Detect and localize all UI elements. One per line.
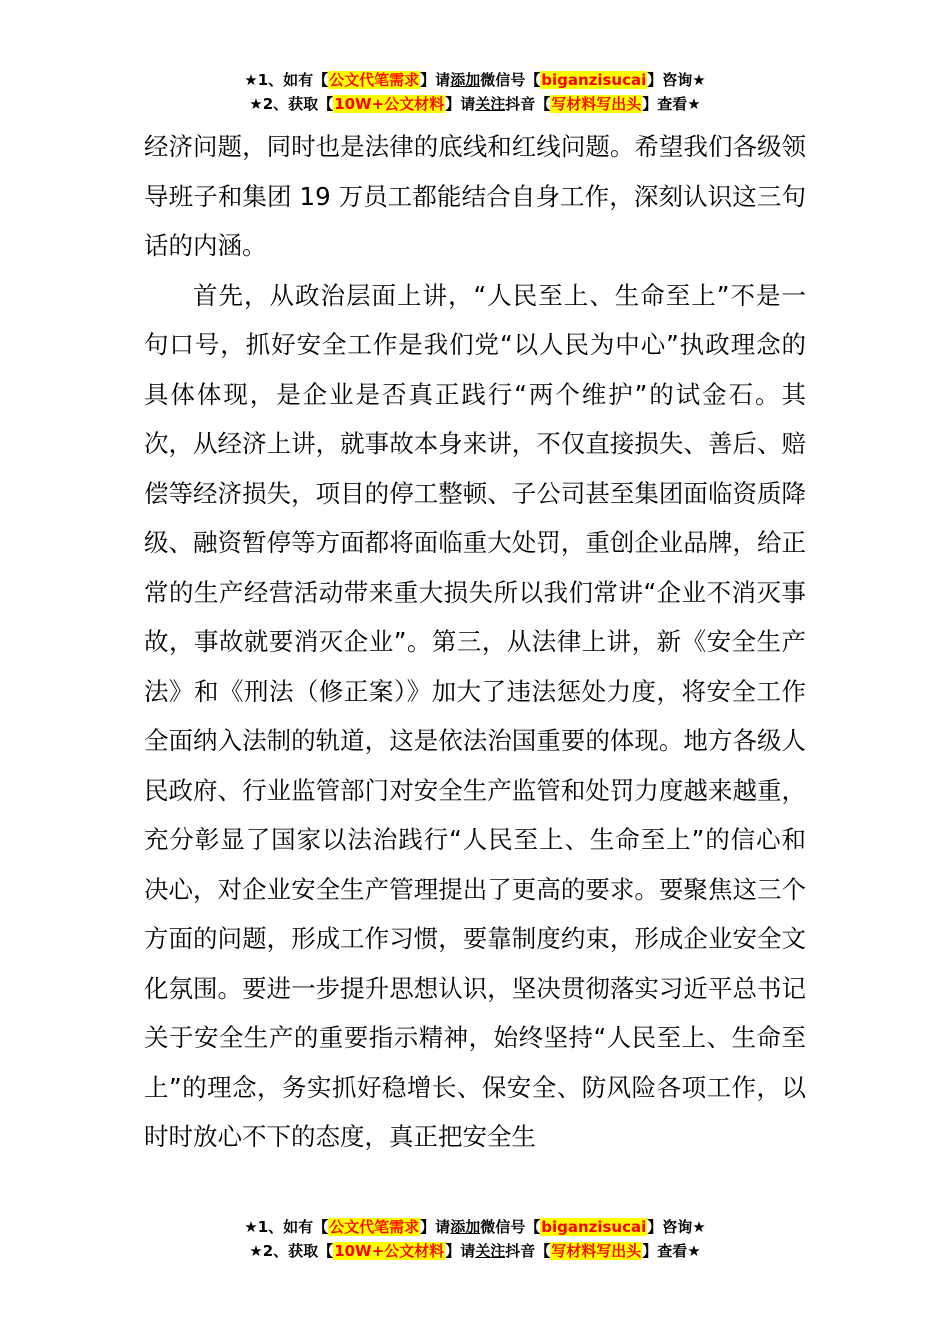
banner-text: 】查看★ [642,95,701,113]
banner-line-1 [0,1215,950,1239]
banner-text: ★2、获取【 [249,95,334,113]
banner-text: 】咨询★ [647,71,706,89]
banner-line-2 [0,1239,950,1263]
highlight-douyin-id: 写材料写出头 [551,95,642,113]
banner-text: 】查看★ [642,1242,701,1260]
highlight-wechat-id: biganzisucai [541,1218,647,1236]
banner-emphasis: 添加 [450,71,481,89]
banner-text: 微信号【 [480,1218,541,1236]
highlight-materials: 10W+公文材料 [334,95,445,113]
highlight-douyin-id: 写材料写出头 [551,1242,642,1260]
highlight-wechat-id: biganzisucai [541,71,647,89]
banner-text: 】请 [420,1218,451,1236]
banner-text: ★1、如有【 [244,71,329,89]
banner-emphasis: 关注 [475,95,506,113]
banner-line-2 [0,92,950,116]
document-body [144,122,806,1162]
highlight-service: 公文代笔需求 [329,1218,420,1236]
banner-text: 】请 [445,95,476,113]
footer-banner [0,1215,950,1263]
highlight-materials: 10W+公文材料 [334,1242,445,1260]
header-banner [0,68,950,116]
banner-text: 抖音【 [505,95,551,113]
banner-text: 】请 [445,1242,476,1260]
banner-text: ★2、获取【 [249,1242,334,1260]
banner-emphasis: 添加 [450,1218,481,1236]
highlight-service: 公文代笔需求 [329,71,420,89]
body-paragraph-2: 首先，从政治层面上讲，“人民至上、生命至上”不是一句口号，抓好安全工作是我们党“以人民为中心”执政理念的具体体现，是企业是否真正践行“两个维护”的试金石。其次，从经济上讲，就事故本身来讲，不仅直接损失、善后、赔偿等经济损失，项目的停工整顿、子公司甚至集团面临资质降级、融资暂停等方面都将面临重大处罚，重创企业品牌，给正常的生产经营活动带来重大损失所以我们常讲“企业不消灭事故，事故就要消灭企业”。第三，从法律上讲，新《安全生产法》和《刑法（修正案）》加大了违法惩处力度，将安全工作全面纳入法制的轨道，这是依法治国重要的体现。地方各级人民政府、行业监管部门对安全生产监管和处罚力度越来越重，充分彰显了国家以法治践行“人民至上、生命至上”的信心和决心，对企业安全生产管理提出了更高的要求。要聚焦这三个方面的问题，形成工作习惯，要靠制度约束，形成企业安全文化氛围。要进一步提升思想认识，坚决贯彻落实习近平总书记关于安全生产的重要指示精神，始终坚持“人民至上、生命至上”的理念，务实抓好稳增长、保安全、防风险各项工作，以时时放心不下的态度，真正把安全生 [144,280,806,1151]
banner-text: 】请 [420,71,451,89]
body-paragraph-1: 经济问题，同时也是法律的底线和红线问题。希望我们各级领导班子和集团 19 万员工都能结合自身工作，深刻认识这三句话的内涵。 [144,132,806,260]
banner-text: ★1、如有【 [244,1218,329,1236]
banner-text: 微信号【 [480,71,541,89]
banner-text: 】咨询★ [647,1218,706,1236]
banner-line-1 [0,68,950,92]
banner-text: 抖音【 [505,1242,551,1260]
banner-emphasis: 关注 [475,1242,506,1260]
